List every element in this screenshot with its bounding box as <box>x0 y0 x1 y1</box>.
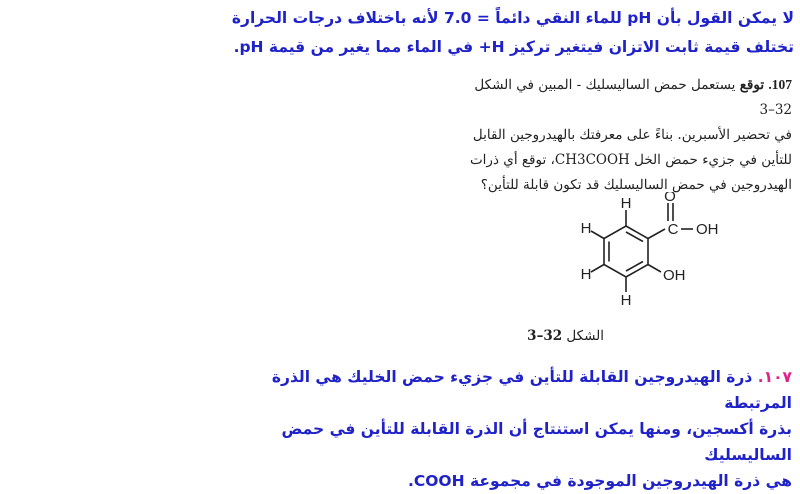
bottom-answer-line-2: بذرة أكسجين، ومنها يمكن استنتاج أن الذرة القابلة للتأين في حمض الساليسليك <box>281 420 792 464</box>
atom-oh-carboxyl: OH <box>696 221 719 238</box>
caption-number: 32–3 <box>527 328 563 344</box>
question-line-3: للتأين في جزيء حمض الخل CH3COOH، توقع أي ذرات <box>469 152 792 168</box>
top-answer-line-2: تختلف قيمة ثابت الاتزان فيتغير تركيز H+ في الماء مما يغير من قيمة pH. <box>233 38 794 56</box>
question-line-2: في تحضير الأسبرين. بناءً على معرفتك بالهيدروجين القابل <box>472 127 792 143</box>
top-answer-block <box>14 4 794 62</box>
atom-c-carboxyl: C <box>667 221 679 238</box>
answer-number: ١٠٧. <box>757 368 792 386</box>
figure-caption <box>527 328 604 344</box>
atom-o-carbonyl: O <box>664 192 676 205</box>
bottom-answer-line-1 <box>262 364 792 416</box>
salicylic-acid-structure <box>560 192 760 322</box>
atom-oh-phenol: OH <box>663 267 686 284</box>
bottom-answer-block <box>262 364 792 494</box>
question-107 <box>452 72 792 198</box>
atom-h-bottom: H <box>620 292 632 309</box>
question-line-1-text: يستعمل حمض الساليسليك - المبين في الشكل 32–3 <box>474 77 792 118</box>
question-line-1 <box>452 72 792 123</box>
bottom-answer-line-1-text: ذرة الهيدروجين القابلة للتأين في جزيء حمض الخليك هي الذرة المرتبطة <box>271 368 792 412</box>
caption-prefix: الشكل <box>566 328 604 344</box>
top-answer-line-1: لا يمكن القول بأن pH للماء النقي دائماً = 7.0 لأنه باختلاف درجات الحرارة <box>231 9 794 27</box>
atom-h-top: H <box>620 195 632 212</box>
atom-h-left-top: H <box>580 220 592 237</box>
bottom-answer-line-3: هي ذرة الهيدروجين الموجودة في مجموعة COOH. <box>407 472 792 490</box>
question-keyword: توقع <box>739 77 765 93</box>
atom-h-left-bottom: H <box>580 266 592 283</box>
question-line-4: الهيدروجين في حمض الساليسليك قد تكون قابلة للتأين؟ <box>480 177 792 193</box>
question-number: 107. <box>768 77 792 92</box>
